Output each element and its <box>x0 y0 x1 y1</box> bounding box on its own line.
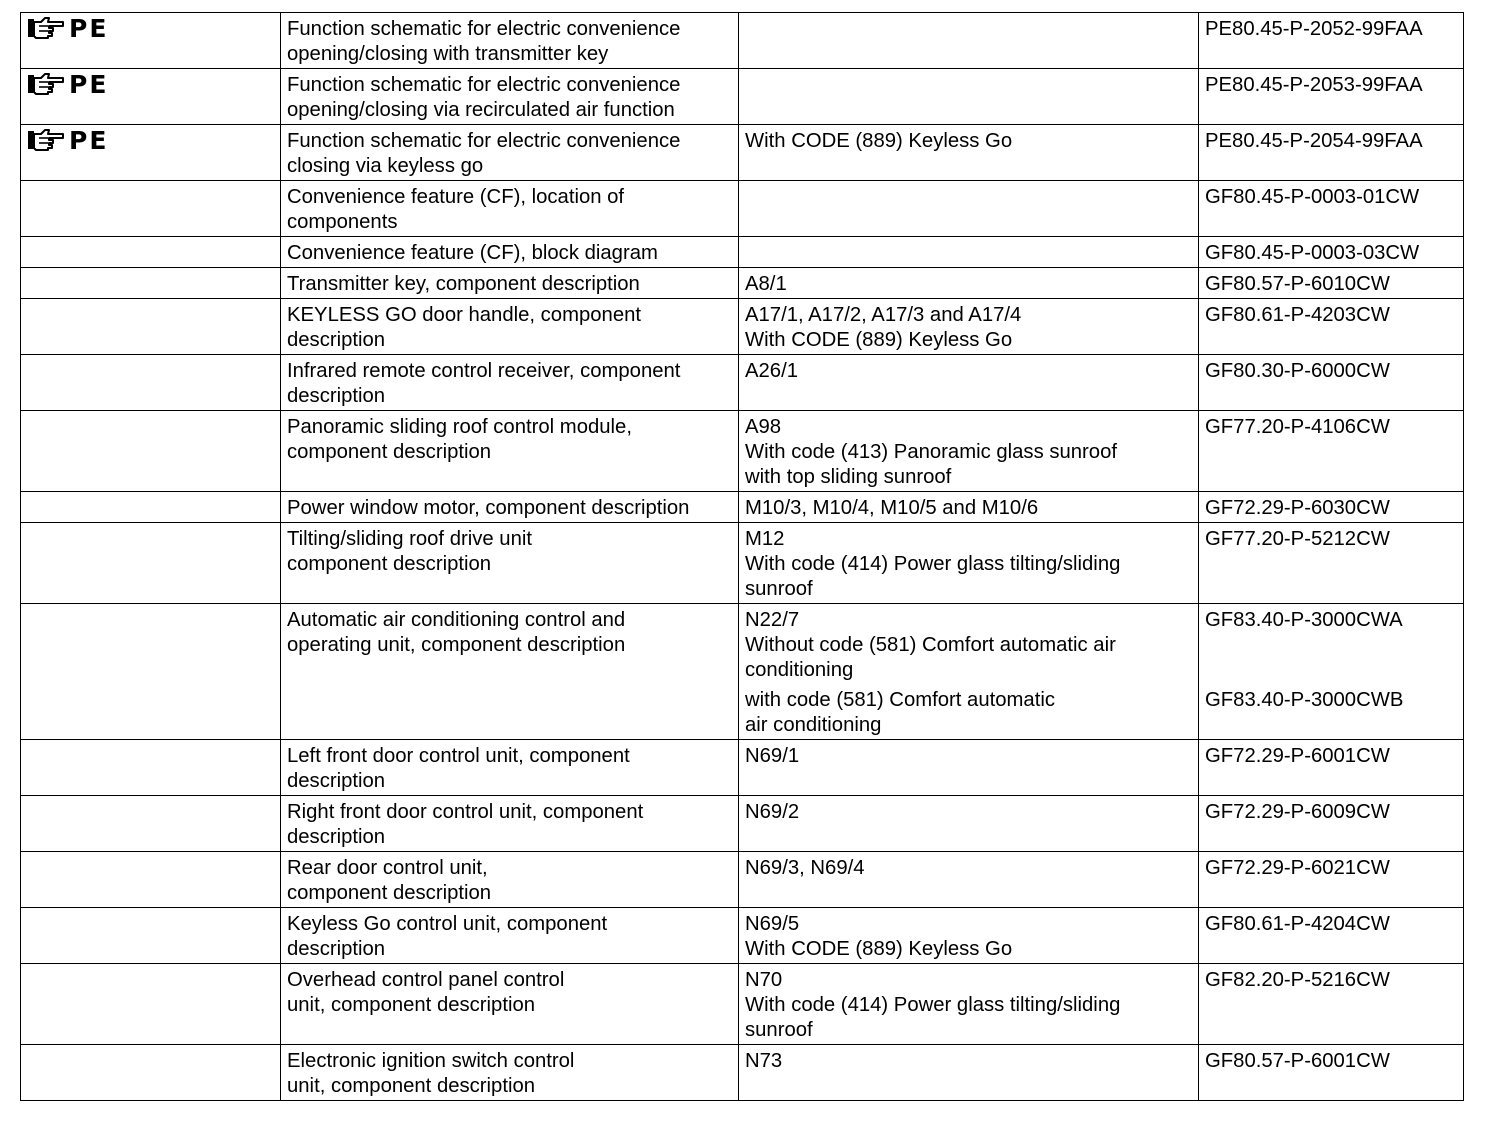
note-line: with code (581) Comfort automatic <box>745 689 1055 711</box>
title-line: components <box>287 211 398 233</box>
note-block <box>745 633 1192 683</box>
note-line: N69/5 <box>745 913 800 935</box>
doc-number[interactable]: GF72.29-P-6030CW <box>1205 497 1390 519</box>
doc-number-cell <box>1199 125 1464 181</box>
title-cell <box>281 604 739 740</box>
note-line: With CODE (889) Keyless Go <box>745 130 1013 152</box>
note-line: N69/2 <box>745 801 800 823</box>
doc-number-cell <box>1199 268 1464 299</box>
note-line: N70 <box>745 969 783 991</box>
notes-cell <box>739 964 1199 1045</box>
title-cell <box>281 523 739 604</box>
note-line: air conditioning <box>745 714 882 736</box>
title-line: Automatic air conditioning control and <box>287 609 626 631</box>
title-line: Panoramic sliding roof control module, <box>287 416 632 438</box>
note-block <box>745 527 1192 552</box>
notes-cell <box>739 13 1199 69</box>
notes-cell <box>739 237 1199 268</box>
doc-number[interactable]: GF82.20-P-5216CW <box>1205 969 1390 991</box>
note-block <box>745 937 1192 962</box>
title-cell <box>281 355 739 411</box>
doc-number-cell <box>1199 740 1464 796</box>
badge-cell <box>21 299 281 355</box>
pe-badge-label: PE <box>69 70 109 99</box>
doc-number[interactable]: GF72.29-P-6009CW <box>1205 801 1390 823</box>
badge-cell <box>21 964 281 1045</box>
table-row <box>21 796 1464 852</box>
notes-cell <box>739 796 1199 852</box>
notes-cell <box>739 268 1199 299</box>
doc-number-cell <box>1199 908 1464 964</box>
notes-cell <box>739 492 1199 523</box>
notes-cell <box>739 604 1199 740</box>
table-row <box>21 13 1464 69</box>
title-cell <box>281 492 739 523</box>
title-cell <box>281 299 739 355</box>
title-cell <box>281 796 739 852</box>
title-line: unit, component description <box>287 1075 536 1097</box>
note-line: N69/3, N69/4 <box>745 857 865 879</box>
note-block <box>745 968 1192 993</box>
title-line: Power window motor, component description <box>287 497 690 519</box>
document-table <box>20 12 1464 1101</box>
table-row <box>21 355 1464 411</box>
title-line: description <box>287 329 386 351</box>
title-line: operating unit, component description <box>287 634 626 656</box>
note-line: A98 <box>745 416 782 438</box>
badge-cell <box>21 908 281 964</box>
title-cell <box>281 1045 739 1101</box>
title-cell <box>281 237 739 268</box>
badge-cell <box>21 796 281 852</box>
doc-number[interactable]: GF80.45-P-0003-03CW <box>1205 242 1420 264</box>
doc-number[interactable]: PE80.45-P-2052-99FAA <box>1205 18 1423 40</box>
notes-cell <box>739 181 1199 237</box>
notes-cell <box>739 411 1199 492</box>
doc-number-cell <box>1199 1045 1464 1101</box>
doc-number[interactable]: GF83.40-P-3000CWA <box>1205 609 1403 631</box>
title-line: Rear door control unit, <box>287 857 488 879</box>
note-block <box>745 303 1192 328</box>
title-line: description <box>287 770 386 792</box>
title-line: opening/closing via recirculated air function <box>287 99 675 121</box>
title-line: Electronic ignition switch control <box>287 1050 575 1072</box>
notes-cell <box>739 523 1199 604</box>
title-line: Function schematic for electric convenience <box>287 130 681 152</box>
note-line: A26/1 <box>745 360 799 382</box>
title-cell <box>281 964 739 1045</box>
notes-cell <box>739 299 1199 355</box>
note-line: M12 <box>745 528 785 550</box>
title-cell <box>281 908 739 964</box>
title-line: KEYLESS GO door handle, component <box>287 304 642 326</box>
doc-number[interactable]: GF80.61-P-4204CW <box>1205 913 1390 935</box>
note-line: With code (414) Power glass tilting/sliding <box>745 553 1121 575</box>
note-block <box>745 688 1192 738</box>
title-line: Left front door control unit, component <box>287 745 630 767</box>
title-line: Convenience feature (CF), block diagram <box>287 242 658 264</box>
doc-number-cell <box>1199 69 1464 125</box>
table-row <box>21 1045 1464 1101</box>
badge-cell <box>21 411 281 492</box>
notes-cell <box>739 1045 1199 1101</box>
table-row <box>21 523 1464 604</box>
title-cell <box>281 69 739 125</box>
title-line: opening/closing with transmitter key <box>287 43 609 65</box>
doc-number[interactable]: GF80.45-P-0003-01CW <box>1205 186 1420 208</box>
table-row <box>21 492 1464 523</box>
doc-number[interactable]: GF80.61-P-4203CW <box>1205 304 1390 326</box>
title-cell <box>281 411 739 492</box>
notes-cell <box>739 740 1199 796</box>
table-row <box>21 125 1464 181</box>
title-cell <box>281 125 739 181</box>
table-row <box>21 299 1464 355</box>
doc-number-cell <box>1199 604 1464 740</box>
doc-number[interactable]: PE80.45-P-2053-99FAA <box>1205 74 1423 96</box>
note-block <box>745 1049 1192 1074</box>
note-line: With CODE (889) Keyless Go <box>745 938 1013 960</box>
doc-number[interactable]: GF72.29-P-6001CW <box>1205 745 1390 767</box>
doc-number-cell <box>1199 964 1464 1045</box>
note-block <box>745 993 1192 1043</box>
note-block <box>745 496 1192 521</box>
notes-cell <box>739 852 1199 908</box>
notes-cell <box>739 908 1199 964</box>
note-block <box>745 359 1192 384</box>
doc-number[interactable]: GF77.20-P-5212CW <box>1205 528 1390 550</box>
title-line: component description <box>287 441 492 463</box>
title-line: Tilting/sliding roof drive unit <box>287 528 532 550</box>
badge-cell <box>21 125 281 181</box>
note-block <box>745 129 1192 154</box>
note-line: N22/7 <box>745 609 800 631</box>
pe-badge <box>27 128 274 154</box>
table-body <box>21 13 1464 1101</box>
doc-number-cell <box>1199 355 1464 411</box>
note-block <box>745 415 1192 440</box>
doc-number[interactable]: GF77.20-P-4106CW <box>1205 416 1390 438</box>
title-line: Overhead control panel control <box>287 969 565 991</box>
doc-number-cell <box>1199 796 1464 852</box>
badge-cell <box>21 492 281 523</box>
table-row <box>21 69 1464 125</box>
doc-number[interactable]: PE80.45-P-2054-99FAA <box>1205 130 1423 152</box>
note-block <box>745 328 1192 353</box>
table-row <box>21 604 1464 740</box>
pe-badge-label: PE <box>69 14 109 43</box>
notes-cell <box>739 69 1199 125</box>
doc-number[interactable]: GF83.40-P-3000CWB <box>1205 689 1404 711</box>
pointing-hand-icon <box>27 128 65 154</box>
title-line: description <box>287 826 386 848</box>
note-line: A17/1, A17/2, A17/3 and A17/4 <box>745 304 1022 326</box>
table-row <box>21 964 1464 1045</box>
table-row <box>21 740 1464 796</box>
badge-cell <box>21 355 281 411</box>
doc-number[interactable]: GF80.57-P-6001CW <box>1205 1050 1390 1072</box>
badge-cell <box>21 740 281 796</box>
title-line: component description <box>287 882 492 904</box>
pe-badge-label: PE <box>69 126 109 155</box>
pe-badge <box>27 72 274 98</box>
pe-badge <box>27 16 274 42</box>
badge-cell <box>21 181 281 237</box>
table-row <box>21 237 1464 268</box>
note-block <box>745 912 1192 937</box>
pointing-hand-icon <box>27 16 65 42</box>
pointing-hand-icon <box>27 72 65 98</box>
badge-cell <box>21 69 281 125</box>
doc-number[interactable]: GF72.29-P-6021CW <box>1205 857 1390 879</box>
table-row <box>21 411 1464 492</box>
note-line: N73 <box>745 1050 783 1072</box>
table-row <box>21 181 1464 237</box>
note-line: sunroof <box>745 1019 813 1041</box>
badge-cell <box>21 268 281 299</box>
table-row <box>21 852 1464 908</box>
title-cell <box>281 740 739 796</box>
title-line: Function schematic for electric convenience <box>287 74 681 96</box>
title-line: Right front door control unit, component <box>287 801 644 823</box>
badge-cell <box>21 13 281 69</box>
note-line: Without code (581) Comfort automatic air <box>745 634 1116 656</box>
note-block <box>745 608 1192 633</box>
badge-cell <box>21 523 281 604</box>
title-line: description <box>287 385 386 407</box>
title-line: Transmitter key, component description <box>287 273 640 295</box>
title-cell <box>281 268 739 299</box>
title-line: Function schematic for electric convenience <box>287 18 681 40</box>
note-line: With CODE (889) Keyless Go <box>745 329 1013 351</box>
note-block <box>745 800 1192 825</box>
title-cell <box>281 13 739 69</box>
notes-cell <box>739 125 1199 181</box>
title-line: Infrared remote control receiver, component <box>287 360 681 382</box>
badge-cell <box>21 237 281 268</box>
note-line: sunroof <box>745 578 813 600</box>
note-block <box>745 440 1192 490</box>
doc-number-cell <box>1199 523 1464 604</box>
badge-cell <box>21 852 281 908</box>
badge-cell <box>21 604 281 740</box>
doc-number[interactable]: GF80.57-P-6010CW <box>1205 273 1390 295</box>
note-line: With code (413) Panoramic glass sunroof <box>745 441 1117 463</box>
title-line: Convenience feature (CF), location of <box>287 186 625 208</box>
note-block <box>745 552 1192 602</box>
notes-cell <box>739 355 1199 411</box>
note-block <box>745 272 1192 297</box>
title-line: unit, component description <box>287 994 536 1016</box>
title-line: component description <box>287 553 492 575</box>
doc-number-cell <box>1199 13 1464 69</box>
doc-number-cell <box>1199 492 1464 523</box>
table-row <box>21 268 1464 299</box>
title-cell <box>281 181 739 237</box>
note-line: A8/1 <box>745 273 787 295</box>
note-line: with top sliding sunroof <box>745 466 952 488</box>
doc-number-cell <box>1199 237 1464 268</box>
doc-number-cell <box>1199 181 1464 237</box>
note-line: M10/3, M10/4, M10/5 and M10/6 <box>745 497 1039 519</box>
doc-number[interactable]: GF80.30-P-6000CW <box>1205 360 1390 382</box>
title-line: Keyless Go control unit, component <box>287 913 608 935</box>
note-block <box>745 856 1192 881</box>
note-line: conditioning <box>745 659 854 681</box>
table-row <box>21 908 1464 964</box>
doc-number-cell <box>1199 299 1464 355</box>
badge-cell <box>21 1045 281 1101</box>
title-cell <box>281 852 739 908</box>
note-line: With code (414) Power glass tilting/sliding <box>745 994 1121 1016</box>
note-line: N69/1 <box>745 745 800 767</box>
title-line: description <box>287 938 386 960</box>
title-line: closing via keyless go <box>287 155 484 177</box>
doc-number-cell <box>1199 852 1464 908</box>
note-block <box>745 744 1192 769</box>
doc-number-cell <box>1199 411 1464 492</box>
